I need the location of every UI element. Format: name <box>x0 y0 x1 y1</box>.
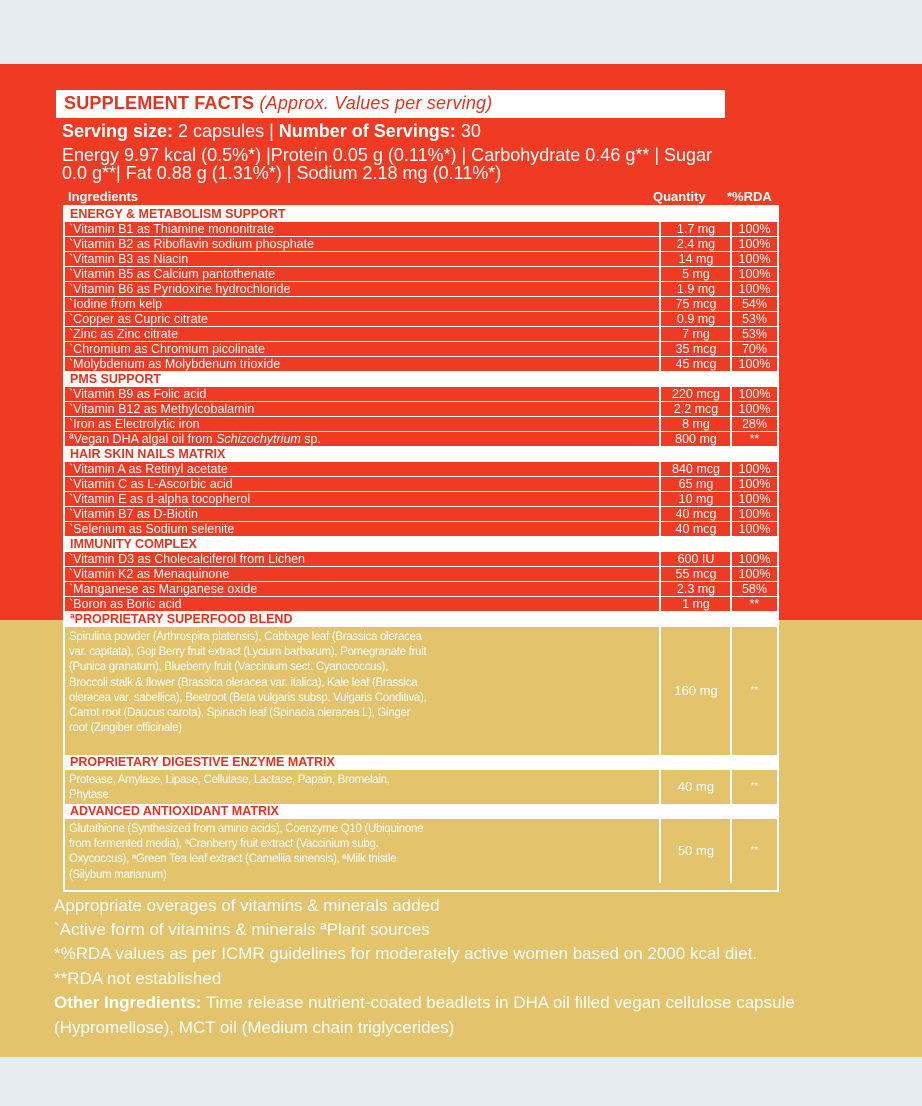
quantity-cell: 50 mg <box>677 843 715 858</box>
quantity-cell: 5 mg <box>682 267 710 281</box>
table-row <box>65 417 777 432</box>
table-row <box>65 552 777 567</box>
quantity-cell: 40 mcg <box>675 522 717 536</box>
ingredients-header: Ingredients <box>68 189 139 204</box>
table-row <box>65 237 777 252</box>
rda-header: *%RDA <box>727 189 772 204</box>
rda-cell: 100% <box>738 492 771 506</box>
ingredient-name: `Vitamin B9 as Folic acid <box>69 387 207 401</box>
section-title: PROPRIETARY DIGESTIVE ENZYME MATRIX <box>70 755 335 769</box>
rda-cell: ** <box>749 597 760 611</box>
table-row <box>65 567 777 582</box>
table-row <box>65 477 777 492</box>
section-title: HAIR SKIN NAILS MATRIX <box>70 447 226 461</box>
quantity-cell: 65 mg <box>678 477 714 491</box>
servings-count-value: 30 <box>455 121 481 141</box>
section-title: ADVANCED ANTIOXIDANT MATRIX <box>70 804 279 818</box>
blend-ingredients: Spirulina powder (Arthrospira platensis), Cabbage leaf (Brassica oleracea var. capitata), Goji Berry fruit extract (Lycium barbarum), Pomegranate fruit (Punica granatum), Blueberry fruit (Vaccinium sect. Cyanococcus), Broccoli stalk & flower (Brassica oleracea var. italica), Kale leaf (Brassica oleracea var. sabellica), Beetroot (Beta vulgaris subsp. Vulgaris Conditiva), Carrot root (Daucus carota), Spinach leaf (Spinacia oleracea L), Ginger root (Zingiber officinale) <box>69 631 427 735</box>
table-row <box>65 342 777 357</box>
footnote-sources: `Active form of vitamins & minerals ªPlant sources <box>54 920 430 939</box>
table-row <box>65 432 777 447</box>
serving-size-label: Serving size: <box>62 121 174 141</box>
rda-cell: 100% <box>738 402 771 416</box>
section-header <box>65 612 777 627</box>
ingredient-name: `Chromium as Chromium picolinate <box>69 342 265 356</box>
table-row <box>65 492 777 507</box>
rda-cell: 100% <box>738 222 771 236</box>
quantity-cell: 55 mcg <box>675 567 717 581</box>
blend-ingredients: Protease, Amylase, Lipase, Cellulase, Lactase, Papain, Bromelain, Phytase <box>69 774 390 802</box>
footnote-rda: *%RDA values as per ICMR guidelines for moderately active women based on 2000 kcal diet. <box>54 944 758 963</box>
rda-cell: 54% <box>741 297 768 311</box>
section-title: IMMUNITY COMPLEX <box>70 537 197 551</box>
serving-size-value: 2 capsules | <box>173 121 279 141</box>
section-title: ªPROPRIETARY SUPERFOOD BLEND <box>70 612 293 626</box>
table-row <box>65 462 777 477</box>
blend-ingredients: Glutathione (Synthesized from amino acids), Coenzyme Q10 (Ubiquinone from fermented media), ªCranberry fruit extract (Vaccinium subg. Oxycoccus), ªGreen Tea leaf extract (Camellia sinensis), ªMilk thistle (Silybum marianum) <box>69 823 424 881</box>
ingredient-name: `Vitamin D3 as Cholecalciferol from Lichen <box>69 552 305 566</box>
ingredient-name: `Selenium as Sodium selenite <box>69 522 235 536</box>
quantity-header: Quantity <box>653 189 706 204</box>
section-header <box>65 537 777 552</box>
ingredient-name: `Copper as Cupric citrate <box>69 312 208 326</box>
ingredient-name: `Vitamin B7 as D-Biotin <box>69 507 198 521</box>
quantity-cell: 800 mg <box>675 432 717 446</box>
rda-cell: 100% <box>738 477 771 491</box>
energy-line: Energy 9.97 kcal (0.5%*) |Protein 0.05 g (0.11%*) | Carbohydrate 0.46 g** | Sugar 0.0 g**| Fat 0.88 g (1.31%*) | Sodium 2.18 mg (0.11%*) <box>62 145 713 183</box>
quantity-cell: 14 mg <box>678 252 714 266</box>
title-subtitle: (Approx. Values per serving) <box>259 93 493 113</box>
ingredient-name: `Vitamin B5 as Calcium pantothenate <box>69 267 276 281</box>
servings-count-label: Number of Servings: <box>278 121 456 141</box>
table-row <box>65 402 777 417</box>
ingredient-name: `Vitamin A as Retinyl acetate <box>69 462 228 476</box>
quantity-cell: 40 mg <box>677 779 715 794</box>
rda-cell: 100% <box>738 567 771 581</box>
ingredient-name: `Manganese as Manganese oxide <box>69 582 258 596</box>
rda-cell: 100% <box>738 267 771 281</box>
rda-cell: 70% <box>741 342 768 356</box>
other-ingredients-label: Other Ingredients: <box>54 993 202 1012</box>
ingredient-name: `Vitamin B6 as Pyridoxine hydrochloride <box>69 282 291 296</box>
rda-cell: 100% <box>738 252 771 266</box>
table-row <box>65 312 777 327</box>
quantity-cell: 160 mg <box>674 683 718 698</box>
title-main-text: SUPPLEMENT FACTS <box>64 93 255 113</box>
ingredient-name: `Vitamin B1 as Thiamine mononitrate <box>69 222 275 236</box>
footnote-not-established: **RDA not established <box>54 969 222 988</box>
quantity-cell: 8 mg <box>682 417 710 431</box>
ingredient-name: `Vitamin E as d-alpha tocopherol <box>69 492 251 506</box>
rda-cell: 100% <box>738 552 771 566</box>
ingredient-name: `Vitamin B2 as Riboflavin sodium phosphate <box>69 237 315 251</box>
table-row <box>65 522 777 537</box>
section-header <box>65 804 777 819</box>
quantity-cell: 45 mcg <box>675 357 717 371</box>
table-row <box>65 582 777 597</box>
table-row <box>65 327 777 342</box>
table-row <box>65 387 777 402</box>
other-ingredients <box>54 993 795 1013</box>
ingredient-name: `Vitamin B3 as Niacin <box>69 252 189 266</box>
ingredient-name: `Vitamin B12 as Methylcobalamin <box>69 402 255 416</box>
ingredient-name <box>69 432 321 447</box>
table-row <box>65 222 777 237</box>
ingredient-name: `Vitamin C as L-Ascorbic acid <box>69 477 233 491</box>
ingredient-name-part: ªVegan DHA algal oil from <box>69 432 217 446</box>
rda-cell: ** <box>749 432 760 446</box>
rda-cell: ** <box>750 845 759 856</box>
rda-cell: ** <box>750 685 759 696</box>
facts-table <box>63 205 779 892</box>
quantity-cell: 600 IU <box>677 552 715 566</box>
page-title <box>64 93 492 114</box>
quantity-cell: 2.3 mg <box>676 582 716 596</box>
quantity-cell: 0.9 mg <box>676 312 716 326</box>
rda-cell: 100% <box>738 282 771 296</box>
quantity-cell: 75 mcg <box>675 297 717 311</box>
bottom-strip <box>0 1057 922 1106</box>
rda-cell: 58% <box>741 582 768 596</box>
quantity-cell: 220 mcg <box>672 387 720 401</box>
footnote-overages: Appropriate overages of vitamins & minerals added <box>54 896 440 915</box>
quantity-cell: 840 mcg <box>672 462 720 476</box>
quantity-cell: 35 mcg <box>675 342 717 356</box>
ingredient-name: `Vitamin K2 as Menaquinone <box>69 567 230 581</box>
rda-cell: ** <box>750 781 759 792</box>
ingredient-name: `Iron as Electrolytic iron <box>69 417 200 431</box>
section-title: ENERGY & METABOLISM SUPPORT <box>70 207 286 221</box>
rda-cell: 53% <box>741 327 768 341</box>
rda-cell: 100% <box>738 522 771 536</box>
rda-cell: 100% <box>738 462 771 476</box>
other-ingredients-text: Time release nutrient-coated beadlets in DHA oil filled vegan cellulose capsule <box>201 993 795 1012</box>
section-title: PMS SUPPORT <box>70 372 161 386</box>
section-header <box>65 447 777 462</box>
other-ingredients-cont: (Hypromellose), MCT oil (Medium chain triglycerides) <box>54 1018 455 1037</box>
section-header <box>65 755 777 770</box>
table-row <box>65 297 777 312</box>
rda-cell: 100% <box>738 357 771 371</box>
rda-cell: 100% <box>738 237 771 251</box>
quantity-cell: 10 mg <box>678 492 714 506</box>
rda-cell: 53% <box>741 312 768 326</box>
ingredient-name: `Boron as Boric acid <box>69 597 182 611</box>
ingredient-name: `Zinc as Zinc citrate <box>69 327 179 341</box>
quantity-cell: 1.9 mg <box>676 282 716 296</box>
rda-cell: 100% <box>738 507 771 521</box>
table-row <box>65 597 777 612</box>
quantity-cell: 1.7 mg <box>676 222 716 236</box>
table-row <box>65 357 777 372</box>
quantity-cell: 1 mg <box>682 597 710 611</box>
rda-cell: 100% <box>738 387 771 401</box>
title-bar <box>56 90 725 118</box>
ingredient-name-italic: Schizochytrium <box>216 432 301 446</box>
table-row <box>65 507 777 522</box>
section-header <box>65 372 777 387</box>
table-row <box>65 267 777 282</box>
table-row <box>65 282 777 297</box>
quantity-cell: 40 mcg <box>675 507 717 521</box>
ingredient-name: `Iodine from kelp <box>69 297 163 311</box>
ingredient-name: `Molybdenum as Molybdenum trioxide <box>69 357 281 371</box>
rda-cell: 28% <box>741 417 768 431</box>
table-row <box>65 252 777 267</box>
quantity-cell: 2.2 mcg <box>673 402 719 416</box>
section-header <box>65 207 777 222</box>
quantity-cell: 2.4 mg <box>676 237 716 251</box>
serving-info <box>62 121 481 142</box>
quantity-cell: 7 mg <box>682 327 710 341</box>
ingredient-name-part: sp. <box>300 432 321 446</box>
